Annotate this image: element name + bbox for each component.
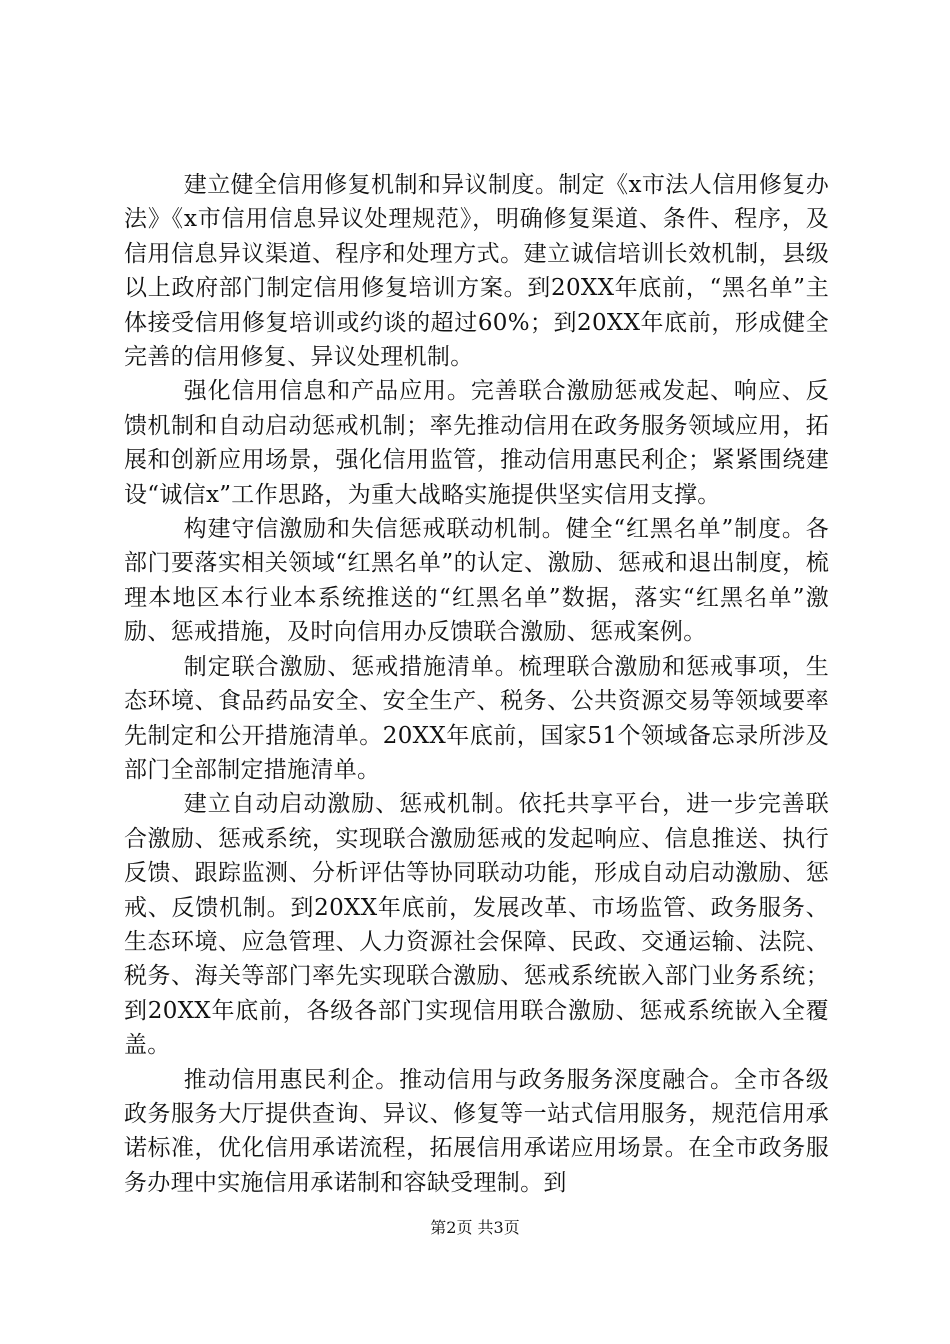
paragraph-benefit-people: 推动信用惠民利企。推动信用与政务服务深度融合。全市各级政务服务大厅提供查询、异议、修复等一站式信用服务，规范信用承诺标准，优化信用承诺流程，拓展信用承诺应用场景。在全市政务服务办理中实施信用承诺制和容缺受理制。到 xyxy=(124,1066,829,1196)
paragraph-credit-application: 强化信用信息和产品应用。完善联合激励惩戒发起、响应、反馈机制和自动启动惩戒机制；率先推动信用在政务服务领域应用，拓展和创新应用场景，强化信用监管，推动信用惠民利企；紧紧围绕建设“诚信x”工作思路，为重大战略实施提供坚实信用支撑。 xyxy=(124,378,829,508)
paragraph-auto-mechanism: 建立自动启动激励、惩戒机制。依托共享平台，进一步完善联合激励、惩戒系统，实现联合激励惩戒的发起响应、信息推送、执行反馈、跟踪监测、分析评估等协同联动功能，形成自动启动激励、惩戒、反馈机制。到20XX年底前，发展改革、市场监管、政务服务、生态环境、应急管理、人力资源社会保障、民政、交通运输、法院、税务、海关等部门率先实现联合激励、惩戒系统嵌入部门业务系统；到20XX年底前，各级各部门实现信用联合激励、惩戒系统嵌入全覆盖。 xyxy=(124,791,829,1059)
paragraph-incentive-mechanism: 构建守信激励和失信惩戒联动机制。健全“红黑名单”制度。各部门要落实相关领域“红黑名单”的认定、激励、惩戒和退出制度，梳理本地区本行业本系统推送的“红黑名单”数据，落实“红黑名单”激励、惩戒措施，及时向信用办反馈联合激励、惩戒案例。 xyxy=(124,516,829,646)
document-body xyxy=(124,168,829,1200)
paragraph-measures-list: 制定联合激励、惩戒措施清单。梳理联合激励和惩戒事项，生态环境、食品药品安全、安全生产、税务、公共资源交易等领域要率先制定和公开措施清单。20XX年底前，国家51个领域备忘录所涉及部门全部制定措施清单。 xyxy=(124,653,829,783)
paragraph-credit-repair: 建立健全信用修复机制和异议制度。制定《x市法人信用修复办法》《x市信用信息异议处理规范》，明确修复渠道、条件、程序，及信用信息异议渠道、程序和处理方式。建立诚信培训长效机制，县级以上政府部门制定信用修复培训方案。到20XX年底前，“黑名单”主体接受信用修复培训或约谈的超过60%；到20XX年底前，形成健全完善的信用修复、异议处理机制。 xyxy=(124,172,829,371)
page-number: 第2页 共3页 xyxy=(430,1218,520,1237)
